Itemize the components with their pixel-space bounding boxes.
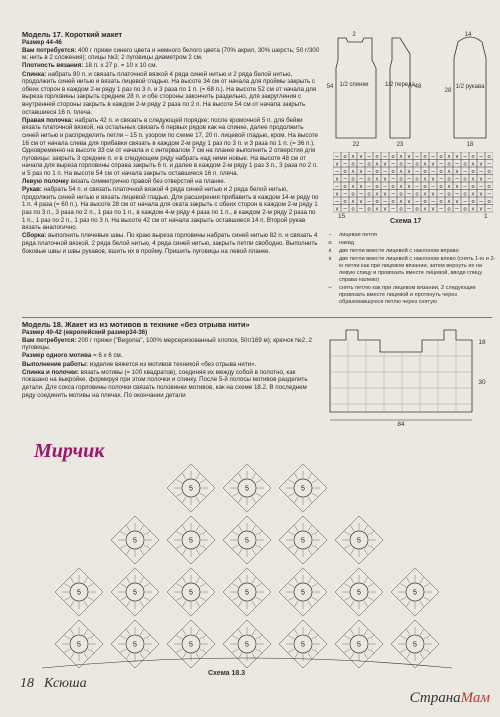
chart-cell-symbol: ∨ bbox=[334, 206, 340, 213]
chart-cell-symbol: o bbox=[471, 199, 475, 205]
chart-cell-symbol: ∧ bbox=[470, 206, 476, 213]
motif-number: 5 bbox=[301, 485, 305, 493]
chart-cell-symbol: o bbox=[399, 206, 403, 213]
chart-cell-symbol: o bbox=[423, 169, 427, 175]
m18-p1: Размер одного мотива = 6 х 6 см. bbox=[22, 352, 123, 360]
chart-cell-symbol: o bbox=[415, 176, 419, 183]
m18-p2: Выполнение работы: изделие вяжется из мотивов техникой «без отрыва нити». bbox=[22, 360, 257, 368]
chart-cell-symbol: o bbox=[415, 191, 419, 198]
crochet-motif bbox=[167, 464, 215, 512]
chart-cell-symbol: o bbox=[375, 199, 379, 205]
site-watermark: СтранаМам bbox=[409, 690, 490, 706]
chart-cell-symbol: ∨ bbox=[430, 161, 436, 168]
chart-cell-symbol: − bbox=[454, 206, 460, 213]
chart-cell-symbol: ∨ bbox=[382, 191, 388, 198]
sk2p-icon: ∼ bbox=[327, 285, 333, 291]
crochet-motif bbox=[167, 620, 215, 668]
chart-cell-symbol: − bbox=[438, 161, 444, 168]
chart-cell-symbol: ∨ bbox=[382, 161, 388, 168]
chart-cell-symbol: − bbox=[390, 191, 396, 198]
crochet-motif bbox=[391, 568, 439, 616]
crochet-motif bbox=[223, 464, 271, 512]
crochet-motif bbox=[335, 516, 383, 564]
chart-cell-symbol: o bbox=[423, 199, 427, 205]
scheme18-outline bbox=[318, 322, 488, 432]
chart-cell-symbol: o bbox=[423, 154, 427, 160]
chart-cell-symbol: ∨ bbox=[478, 191, 484, 198]
chart-cell-symbol: − bbox=[334, 184, 340, 190]
chart-cell-symbol: o bbox=[415, 161, 419, 168]
chart-cell-symbol: − bbox=[406, 191, 412, 198]
crochet-motif bbox=[279, 464, 327, 512]
chart-cell-symbol: − bbox=[334, 199, 340, 205]
chart-cell-symbol: − bbox=[390, 206, 396, 213]
chart-cell-symbol: − bbox=[478, 154, 484, 160]
chart-cell-symbol: − bbox=[478, 199, 484, 205]
chart-cell-symbol: ∨ bbox=[334, 176, 340, 183]
back-pattern bbox=[336, 38, 376, 138]
chart-cell-symbol: − bbox=[342, 191, 348, 198]
legend-item: – лицевая петля bbox=[325, 232, 497, 239]
chart-cell-symbol: ∨ bbox=[454, 199, 460, 205]
chart-cell-symbol: − bbox=[366, 184, 372, 190]
chart-cell-symbol: o bbox=[375, 169, 379, 175]
chart-cell-symbol: o bbox=[487, 184, 491, 190]
chart-cell-symbol: − bbox=[414, 169, 420, 175]
chart-cell-symbol: − bbox=[486, 161, 492, 168]
chart-cell-symbol: o bbox=[351, 161, 355, 168]
back-label-a: 1/2 спинки bbox=[339, 82, 369, 88]
scheme18-caption: Схема 18.3 bbox=[208, 670, 246, 677]
chart-cell-symbol: o bbox=[399, 161, 403, 168]
chart-cell-symbol: ∨ bbox=[406, 154, 412, 160]
chart-cell-symbol: ∧ bbox=[446, 169, 452, 175]
chart-cell-symbol: − bbox=[454, 191, 460, 198]
chart-cell-symbol: o bbox=[367, 161, 371, 168]
section-divider bbox=[22, 317, 492, 318]
motif-number: 5 bbox=[301, 589, 305, 597]
motif-number: 5 bbox=[189, 589, 193, 597]
motif-number: 5 bbox=[189, 641, 193, 649]
chart-cell-symbol: ∧ bbox=[446, 184, 452, 190]
chart-cell-symbol: ∧ bbox=[446, 199, 452, 205]
chart-cell-symbol: ∧ bbox=[350, 184, 356, 190]
chart-cell-symbol: o bbox=[463, 176, 467, 183]
chart-cell-symbol: − bbox=[486, 191, 492, 198]
chart-cell-symbol: ∨ bbox=[430, 176, 436, 183]
magazine-name: Ксюша bbox=[44, 676, 87, 691]
motif-number: 5 bbox=[301, 641, 305, 649]
dim-48: 48 bbox=[414, 84, 422, 90]
model17-text bbox=[22, 30, 320, 256]
scheme18-motif-chart bbox=[22, 458, 472, 678]
chart17-row-end: 1 bbox=[484, 213, 488, 220]
motif-number: 5 bbox=[189, 537, 193, 545]
chart-cell-symbol: ∧ bbox=[422, 176, 428, 183]
dim-22a: 22 bbox=[352, 142, 360, 148]
m17-p4: Левую полочку вязать симметрично правой без отверстий на планке. bbox=[22, 178, 226, 186]
motif-number: 5 bbox=[413, 589, 417, 597]
chart-cell-symbol: o bbox=[487, 154, 491, 160]
chart-cell-symbol: − bbox=[358, 161, 364, 168]
chart-cell-symbol: o bbox=[447, 191, 451, 198]
chart-cell-symbol: ∧ bbox=[374, 191, 380, 198]
chart-cell-symbol: o bbox=[375, 184, 379, 190]
chart-cell-symbol: o bbox=[439, 169, 443, 175]
chart-cell-symbol: ∨ bbox=[478, 161, 484, 168]
chart-cell-symbol: − bbox=[390, 176, 396, 183]
crochet-motif bbox=[167, 516, 215, 564]
crochet-motif bbox=[223, 516, 271, 564]
legend-item: ∧ две петли вместе лицевой с наклоном вправо bbox=[325, 248, 497, 255]
chart-cell-symbol: − bbox=[478, 169, 484, 175]
chart-cell-symbol: − bbox=[390, 161, 396, 168]
chart17-row-start: 15 bbox=[338, 213, 346, 220]
chart-cell-symbol: o bbox=[447, 206, 451, 213]
motif-number: 5 bbox=[133, 589, 137, 597]
chart-cell-symbol: ∨ bbox=[406, 184, 412, 190]
chart-cell-symbol: ∨ bbox=[358, 199, 364, 205]
chart-cell-symbol: ∨ bbox=[454, 169, 460, 175]
chart-cell-symbol: o bbox=[343, 199, 347, 205]
chart-cell-symbol: ∧ bbox=[422, 191, 428, 198]
crochet-motif bbox=[279, 568, 327, 616]
chart-cell-symbol: ∨ bbox=[430, 191, 436, 198]
crochet-motif bbox=[167, 568, 215, 616]
chart-cell-symbol: − bbox=[382, 184, 388, 190]
chart-cell-symbol: o bbox=[367, 206, 371, 213]
chart-cell-symbol: − bbox=[382, 199, 388, 205]
scheme17-stitch-chart bbox=[333, 152, 493, 214]
chart-cell-symbol: ∧ bbox=[374, 206, 380, 213]
chart-cell-symbol: − bbox=[438, 191, 444, 198]
motif-number: 5 bbox=[133, 641, 137, 649]
legend-item: ∼ снять петлю как при лицевом вязании, 2 следующие провязать вместе лицевой и протянуть через образовавшуюся петлю через снятую bbox=[325, 285, 497, 306]
chart-cell-symbol: − bbox=[382, 154, 388, 160]
chart-cell-symbol: ∨ bbox=[358, 169, 364, 175]
chart-cell-symbol: ∧ bbox=[422, 206, 428, 213]
chart-cell-symbol: ∨ bbox=[334, 191, 340, 198]
chart-cell-symbol: ∧ bbox=[398, 154, 404, 160]
chart-cell-symbol: ∧ bbox=[470, 176, 476, 183]
chart-cell-symbol: − bbox=[454, 161, 460, 168]
chart-cell-symbol: o bbox=[439, 199, 443, 205]
k2tog-right-icon: ∧ bbox=[327, 248, 333, 254]
model18-text bbox=[22, 320, 318, 400]
chart-cell-symbol: − bbox=[366, 199, 372, 205]
chart-cell-symbol: − bbox=[342, 161, 348, 168]
sleeve-label: 1/2 рукава bbox=[455, 84, 485, 90]
chart-cell-symbol: − bbox=[454, 176, 460, 183]
chart-cell-symbol: ∨ bbox=[454, 154, 460, 160]
chart-cell-symbol: − bbox=[430, 199, 436, 205]
model18-title: Модель 18. Жакет из из мотивов в технике «без отрыва нити» bbox=[22, 320, 250, 329]
chart-cell-symbol: ∨ bbox=[382, 206, 388, 213]
chart-cell-symbol: o bbox=[487, 199, 491, 205]
dim-84: 84 bbox=[397, 421, 405, 428]
crochet-motif bbox=[279, 620, 327, 668]
chart-cell-symbol: − bbox=[406, 206, 412, 213]
yarn-over-icon: o bbox=[328, 240, 332, 246]
chart-cell-symbol: o bbox=[423, 184, 427, 190]
model17-size: Размер 44-46 bbox=[22, 39, 62, 46]
crochet-motif bbox=[111, 568, 159, 616]
chart-cell-symbol: − bbox=[486, 206, 492, 213]
chart-cell-symbol: ∨ bbox=[478, 176, 484, 183]
chart-cell-symbol: ∧ bbox=[350, 154, 356, 160]
dim-28: 28 bbox=[444, 88, 452, 94]
m17-p6: Сборка: выполнить плечевые швы. По краю выреза горловины набрать синей нитью 82 п. и связать 4 ряда платочной вязкой, 2 ряда белой нитью, 4 ряда синей нитью, закрыть петли свободно. Выполнить боковые швы и швы рукавов, вшить их в пройму. Пришить пуговицы на левой планке. bbox=[22, 232, 318, 255]
chart-cell-symbol: o bbox=[463, 206, 467, 213]
chart-cell-symbol: ∧ bbox=[398, 199, 404, 205]
chart-cell-symbol: − bbox=[430, 169, 436, 175]
chart-cell-symbol: − bbox=[358, 176, 364, 183]
chart-cell-symbol: ∨ bbox=[430, 206, 436, 213]
chart-cell-symbol: o bbox=[343, 169, 347, 175]
motif-number: 5 bbox=[77, 589, 81, 597]
chart-cell-symbol: ∧ bbox=[350, 199, 356, 205]
dim-23: 23 bbox=[396, 142, 404, 148]
chart-cell-symbol: o bbox=[439, 184, 443, 190]
chart-cell-symbol: o bbox=[447, 161, 451, 168]
chart-cell-symbol: o bbox=[463, 191, 467, 198]
chart-cell-symbol: ∧ bbox=[470, 191, 476, 198]
chart-cell-symbol: − bbox=[414, 154, 420, 160]
chart-cell-symbol: o bbox=[391, 199, 395, 205]
dim-2: 2 bbox=[352, 32, 356, 38]
chart-cell-symbol: o bbox=[399, 176, 403, 183]
chart-cell-symbol: − bbox=[462, 184, 468, 190]
chart-cell-symbol: ∨ bbox=[358, 154, 364, 160]
dim-18: 18 bbox=[478, 339, 486, 346]
page-number: 18 bbox=[20, 676, 34, 691]
front-label: 1/2 переда bbox=[385, 82, 415, 88]
chart-cell-symbol: − bbox=[406, 176, 412, 183]
dim-54: 54 bbox=[326, 84, 334, 90]
m17-p0: Вам потребуется: 400 г пряжи синего цвета и немного белого цвета (70% акрил, 30% шерсть; 50 г/300 м; нить в 2 сложения); спицы №3; 2 пуговицы диаметром 2 см. bbox=[22, 46, 320, 62]
crochet-motif bbox=[55, 568, 103, 616]
motif-number: 5 bbox=[357, 537, 361, 545]
chart-cell-symbol: ∧ bbox=[374, 176, 380, 183]
chart-cell-symbol: ∨ bbox=[478, 206, 484, 213]
chart-cell-symbol: ∨ bbox=[454, 184, 460, 190]
crochet-motif bbox=[335, 568, 383, 616]
stitch-legend bbox=[325, 232, 497, 307]
chart-cell-symbol: o bbox=[471, 169, 475, 175]
model18-size: Размер 40-42 (европейский размер34-36) bbox=[22, 329, 148, 336]
legend-item: o накид bbox=[325, 240, 497, 247]
chart-cell-symbol: ∧ bbox=[446, 154, 452, 160]
front-pattern bbox=[390, 38, 410, 138]
motif-number: 5 bbox=[357, 589, 361, 597]
chart-cell-symbol: o bbox=[463, 161, 467, 168]
motif-number: 5 bbox=[189, 485, 193, 493]
chart-cell-symbol: ∨ bbox=[382, 176, 388, 183]
chart-cell-symbol: o bbox=[471, 184, 475, 190]
dim-14: 14 bbox=[464, 32, 472, 38]
chart-cell-symbol: − bbox=[438, 176, 444, 183]
chart-cell-symbol: o bbox=[343, 154, 347, 160]
motif-number: 5 bbox=[77, 641, 81, 649]
chart-cell-symbol: o bbox=[367, 191, 371, 198]
chart-cell-symbol: − bbox=[430, 184, 436, 190]
chart-cell-symbol: − bbox=[358, 191, 364, 198]
chart-cell-symbol: o bbox=[367, 176, 371, 183]
chart-cell-symbol: o bbox=[447, 176, 451, 183]
motif-number: 5 bbox=[245, 641, 249, 649]
chart-cell-symbol: − bbox=[342, 176, 348, 183]
chart-cell-symbol: − bbox=[406, 161, 412, 168]
chart-cell-symbol: o bbox=[439, 154, 443, 160]
chart-cell-symbol: o bbox=[351, 191, 355, 198]
model17-title: Модель 17. Короткий жакет bbox=[22, 30, 123, 39]
chart-cell-symbol: − bbox=[438, 206, 444, 213]
chart-cell-symbol: o bbox=[375, 154, 379, 160]
chart-cell-symbol: ∨ bbox=[406, 199, 412, 205]
chart-cell-symbol: ∧ bbox=[350, 169, 356, 175]
chart-cell-symbol: − bbox=[334, 154, 340, 160]
chart-cell-symbol: o bbox=[351, 206, 355, 213]
m17-p3: Правая полочка: набрать 42 п. и связать в следующей порядке: после кромочной 5 п. для бейки вязать платочной вязкой, на остальных связать 6 первых рядов как на спинке, далее продолжить синей нитью и распределить петли – 15 п. узором по схеме 17, 20 п. лицевой гладью, кром. На высоте 16 см от начала слева для прибавки связать в каждом 2-м ряду 1 раз по 3 п. и 3 раза по 1 п. (= 36 п.). Одновременно на высоте 33 см от начала и с интервалом 7 см на планке выполнить 2 отверстия для пуговицы: закрыть 3 средние п. и в следующем ряду набрать над ними новые. На высоте 48 см от начала для выреза горловины справа закрыть 6 п. и далее в каждом 2-м ряду 1 раз 3 п., 3 раза по 2 п. и 5 раз по 1 п. На высоте 54 см от начала закрыть оставшиеся 16 п. плеча. bbox=[22, 116, 319, 177]
m17-p2: Спинка: набрать 80 п. и связать платочной вязкой 4 ряда синей нитью и 2 ряда белой нитью, продолжить синей нитью и вязать лицевой гладью. На высоте 34 см от начала для проймы закрыть с обеих сторон в каждом 2-м ряду 1 раз по 3 п. и 3 раза по 1 п. (= 68 п.). На высоте 52 см от начала для выреза горловины закрыть средние 28 п. и обе стороны закончить раздельно, для закругления с внутренней стороны закрыть в каждом 2-м ряду 2 раза по 2 п. На высоте 54 см от начала закрыть оставшиеся 16 п. плеча. bbox=[22, 70, 317, 116]
chart-cell-symbol: − bbox=[414, 199, 420, 205]
chart-cell-symbol: − bbox=[462, 199, 468, 205]
chart-cell-symbol: − bbox=[342, 206, 348, 213]
motif-number: 5 bbox=[133, 537, 137, 545]
chart-cell-symbol: ∨ bbox=[358, 184, 364, 190]
author-signature: Мирчик bbox=[34, 440, 105, 462]
chart-cell-symbol: − bbox=[414, 184, 420, 190]
chart-cell-symbol: o bbox=[487, 169, 491, 175]
chart-cell-symbol: ∧ bbox=[398, 169, 404, 175]
chart-cell-symbol: − bbox=[430, 154, 436, 160]
scheme17-caption: Схема 17 bbox=[390, 218, 422, 225]
chart-cell-symbol: o bbox=[399, 191, 403, 198]
chart-cell-symbol: o bbox=[351, 176, 355, 183]
chart-cell-symbol: o bbox=[415, 206, 419, 213]
dim-30b: 30 bbox=[478, 379, 486, 386]
chart-cell-symbol: − bbox=[462, 154, 468, 160]
crochet-motif bbox=[391, 620, 439, 668]
chart-cell-symbol: o bbox=[391, 154, 395, 160]
motif-number: 5 bbox=[245, 537, 249, 545]
m17-p1: Плотность вязания: 18 п. х 27 р. = 10 х 10 см. bbox=[22, 62, 158, 70]
chart-cell-symbol: − bbox=[462, 169, 468, 175]
m17-p5: Рукав: набрать 54 п. и связать платочной вязкой 4 ряда синей нитью и 2 ряда белой нитью, продолжить синей нитью и вязать лицевой гладью. Для расширения прибавить в каждом 14-м ряду по 1 п. 4 раза (= 60 п.). На высоте 28 см от начала для оката закрыть с обеих сторон в каждом 2-м ряду 1 раз по 3 п., 3 раза по 2 п., 1 раз по 1 п., в каждом 4-м ряду 4 раза по 1 п., в каждом 2-м ряду 2 раза по 1 п., 1 раз по 2 п., 1 раз по 3 п. На высоте 42 см от начала закрыть оставшиеся 14 п. Второй рукав вязать аналогично. bbox=[22, 186, 319, 232]
chart-cell-symbol: − bbox=[334, 169, 340, 175]
motif-number: 5 bbox=[301, 537, 305, 545]
m18-p3: Спинка и полочки: вязать мотивы (= 100 квадратов), соединяя их между собой в полотно, как показано на выкройке, формируя при этом полочки и спинку. После 5-й полосы мотивов разделить детали. Для сокса горловины полочки связать половинки мотивов, как на схеме 18.2. В последнем ряду соединить мотивы на плечах. По окончании детали bbox=[22, 368, 308, 399]
motif-number: 5 bbox=[413, 641, 417, 649]
chart-cell-symbol: ∧ bbox=[374, 161, 380, 168]
chart-cell-symbol: o bbox=[471, 154, 475, 160]
legend-item: ∨ две петли вместе лицевой с наклоном влево (снять 1-ю и 2-ю петли как при лицевом вязании, затем вернуть их на левую спицу и провязать вместе лицевой, вводя спицу справа налево) bbox=[325, 256, 497, 284]
chart-cell-symbol: o bbox=[391, 169, 395, 175]
scheme17-patterns bbox=[318, 28, 498, 148]
motif-number: 5 bbox=[245, 589, 249, 597]
crochet-motif bbox=[55, 620, 103, 668]
chart-cell-symbol: ∨ bbox=[406, 169, 412, 175]
crochet-motif bbox=[223, 568, 271, 616]
k2tog-left-icon: ∨ bbox=[327, 256, 333, 262]
crochet-motif bbox=[279, 516, 327, 564]
crochet-motif bbox=[111, 516, 159, 564]
chart-cell-symbol: − bbox=[478, 184, 484, 190]
chart-cell-symbol: o bbox=[391, 184, 395, 190]
chart-cell-symbol: − bbox=[382, 169, 388, 175]
knit-stitch-icon: – bbox=[328, 232, 332, 238]
chart-cell-symbol: − bbox=[358, 206, 364, 213]
chart-cell-symbol: − bbox=[366, 169, 372, 175]
dim-30: 18 bbox=[466, 142, 474, 148]
m18-p0: Вам потребуется: 200 г пряжи ("Begonia", 100% мерсеризованный хлопок, 50г/169 м); крючок №2, 2 пуговицы. bbox=[22, 336, 312, 352]
chart-cell-symbol: ∨ bbox=[334, 161, 340, 168]
chart-cell-symbol: ∧ bbox=[422, 161, 428, 168]
chart-cell-symbol: − bbox=[486, 176, 492, 183]
chart-cell-symbol: ∧ bbox=[470, 161, 476, 168]
chart-cell-symbol: − bbox=[366, 154, 372, 160]
jacket-outline bbox=[330, 330, 472, 412]
chart-cell-symbol: o bbox=[343, 184, 347, 190]
crochet-motif bbox=[223, 620, 271, 668]
motif-number: 5 bbox=[245, 485, 249, 493]
motif-number: 5 bbox=[357, 641, 361, 649]
chart-cell-symbol: ∧ bbox=[398, 184, 404, 190]
